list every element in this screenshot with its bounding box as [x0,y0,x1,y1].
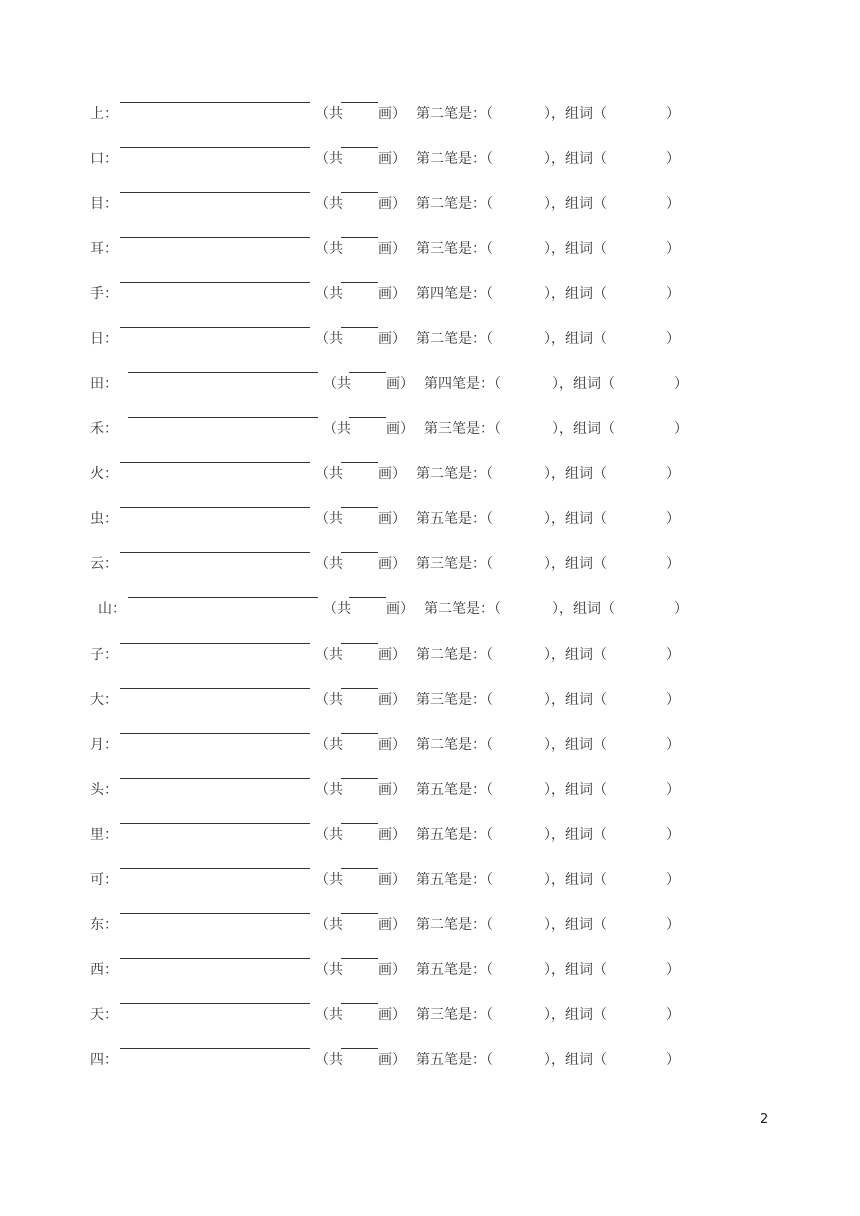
stroke-count-blank[interactable] [341,688,378,689]
character: 西 [90,962,104,978]
stroke-count-blank[interactable] [341,913,378,914]
character: 火 [90,466,104,482]
stroke-count-suffix: 画） [378,196,406,212]
stroke-ordinal: 第二 [416,466,444,482]
stroke-count-suffix: 画） [378,106,406,122]
stroke-order-blank[interactable] [120,958,310,959]
character: 东 [90,917,104,933]
stroke-ordinal: 第二 [416,331,444,347]
stroke-ordinal: 第二 [424,601,452,617]
stroke-count-prefix: （共 [315,872,343,888]
stroke-count-suffix: 画） [378,827,406,843]
word-close-paren: ） [666,737,680,753]
stroke-count-prefix: （共 [315,917,343,933]
colon: ： [104,151,118,167]
stroke-order-blank[interactable] [120,327,310,328]
exercise-row [0,597,860,621]
stroke-count-suffix: 画） [378,1007,406,1023]
colon: ： [104,872,118,888]
colon: ： [104,647,118,663]
stroke-question: 笔是：（ [444,827,493,843]
exercise-row [0,778,860,802]
stroke-count-suffix: 画） [386,376,414,392]
word-prompt: ），组词（ [544,962,607,978]
word-prompt: ），组词（ [552,601,615,617]
word-prompt: ），组词（ [552,421,615,437]
stroke-count-blank[interactable] [341,1003,378,1004]
stroke-count-blank[interactable] [341,733,378,734]
stroke-count-blank[interactable] [341,462,378,463]
word-prompt: ），组词（ [544,1007,607,1023]
page-number: 2 [760,1112,769,1127]
stroke-ordinal: 第二 [416,647,444,663]
stroke-count-suffix: 画） [378,466,406,482]
word-close-paren: ） [674,376,688,392]
stroke-order-blank[interactable] [120,282,310,283]
stroke-ordinal: 第五 [416,827,444,843]
colon: ： [104,106,118,122]
stroke-count-blank[interactable] [341,282,378,283]
nth-stroke-label [416,643,493,667]
stroke-count-suffix: 画） [378,331,406,347]
stroke-count-blank[interactable] [341,237,378,238]
word-close-paren: ） [666,331,680,347]
nth-stroke-label [416,237,493,261]
character: 禾 [90,421,104,437]
stroke-count-blank[interactable] [349,372,386,373]
stroke-count-prefix: （共 [315,647,343,663]
stroke-question: 笔是：（ [444,647,493,663]
word-close-paren: ） [666,1052,680,1068]
character-label [90,372,128,396]
colon: ： [104,556,118,572]
stroke-order-blank[interactable] [120,643,310,644]
stroke-count-suffix: 画） [378,872,406,888]
exercise-row [0,958,860,982]
character: 手 [90,286,104,302]
character-label [90,958,118,982]
word-prompt: ），组词（ [544,106,607,122]
exercise-row [0,913,860,937]
stroke-count-suffix: 画） [378,737,406,753]
character-label [90,507,118,531]
stroke-ordinal: 第五 [416,872,444,888]
stroke-count-prefix: （共 [315,962,343,978]
stroke-order-blank[interactable] [128,597,318,598]
stroke-ordinal: 第三 [416,692,444,708]
word-prompt: ），组词（ [552,376,615,392]
stroke-ordinal: 第二 [416,917,444,933]
exercise-row [0,462,860,486]
character: 上 [90,106,104,122]
word-prompt: ），组词（ [544,737,607,753]
word-close-paren: ） [666,872,680,888]
word-prompt: ），组词（ [544,827,607,843]
stroke-count-prefix: （共 [315,241,343,257]
colon: ： [104,827,118,843]
word-prompt: ），组词（ [544,466,607,482]
character: 口 [90,151,104,167]
stroke-order-blank[interactable] [120,688,310,689]
stroke-ordinal: 第三 [416,1007,444,1023]
character: 耳 [90,241,104,257]
character: 四 [90,1052,104,1068]
stroke-order-blank[interactable] [120,237,310,238]
character: 天 [90,1007,104,1023]
colon: ： [104,511,118,527]
nth-stroke-label [416,778,493,802]
stroke-count-blank[interactable] [341,507,378,508]
word-prompt: ），组词（ [544,692,607,708]
stroke-question: 笔是：（ [444,241,493,257]
stroke-order-blank[interactable] [128,417,318,418]
stroke-count-suffix: 画） [378,511,406,527]
colon: ： [104,286,118,302]
word-close-paren: ） [674,421,688,437]
character: 虫 [90,511,104,527]
colon: ： [104,1007,118,1023]
colon: ： [104,737,118,753]
word-prompt: ），组词（ [544,151,607,167]
colon: ： [104,466,118,482]
stroke-question: 笔是：（ [444,466,493,482]
nth-stroke-label [416,958,493,982]
stroke-count-blank[interactable] [341,1048,378,1049]
character: 子 [90,647,104,663]
word-close-paren: ） [666,1007,680,1023]
stroke-order-blank[interactable] [128,372,318,373]
stroke-order-blank[interactable] [120,733,310,734]
nth-stroke-label [416,1003,493,1027]
stroke-count-suffix: 画） [378,692,406,708]
stroke-count-prefix: （共 [315,737,343,753]
character-label [90,417,128,441]
word-prompt: ），组词（ [544,872,607,888]
stroke-ordinal: 第五 [416,782,444,798]
character-label [90,237,118,261]
stroke-ordinal: 第四 [416,286,444,302]
exercise-row [0,733,860,757]
stroke-count-prefix: （共 [323,421,351,437]
word-close-paren: ） [674,601,688,617]
stroke-question: 笔是：（ [452,421,501,437]
colon: ： [104,421,118,437]
exercise-row [0,868,860,892]
stroke-order-blank[interactable] [120,823,310,824]
stroke-question: 笔是：（ [444,917,493,933]
stroke-count-prefix: （共 [315,511,343,527]
character-label [90,552,118,576]
word-prompt: ），组词（ [544,241,607,257]
stroke-order-blank[interactable] [120,1003,310,1004]
stroke-count-blank[interactable] [341,327,378,328]
stroke-question: 笔是：（ [444,737,493,753]
nth-stroke-label [416,327,493,351]
colon: ： [112,601,126,617]
word-close-paren: ） [666,106,680,122]
word-close-paren: ） [666,241,680,257]
stroke-ordinal: 第三 [416,556,444,572]
word-prompt: ），组词（ [544,511,607,527]
nth-stroke-label [416,102,493,126]
character: 山 [98,601,112,617]
character-label [90,192,118,216]
character-label [90,823,118,847]
stroke-question: 笔是：（ [444,1007,493,1023]
stroke-order-blank[interactable] [120,778,310,779]
nth-stroke-label [416,552,493,576]
colon: ： [104,196,118,212]
nth-stroke-label [416,507,493,531]
stroke-ordinal: 第五 [416,511,444,527]
word-close-paren: ） [666,151,680,167]
exercise-row [0,417,860,441]
stroke-order-blank[interactable] [120,507,310,508]
character-label [90,327,118,351]
stroke-count-prefix: （共 [323,601,351,617]
character: 大 [90,692,104,708]
nth-stroke-label [416,147,493,171]
word-prompt: ），组词（ [544,1052,607,1068]
colon: ： [104,692,118,708]
exercise-row [0,282,860,306]
word-close-paren: ） [666,692,680,708]
stroke-count-prefix: （共 [315,827,343,843]
character: 里 [90,827,104,843]
stroke-count-blank[interactable] [341,147,378,148]
character: 头 [90,782,104,798]
character-label [90,462,118,486]
stroke-count-suffix: 画） [378,556,406,572]
stroke-order-blank[interactable] [120,552,310,553]
stroke-count-suffix: 画） [386,601,414,617]
stroke-count-blank[interactable] [349,417,386,418]
exercise-row [0,192,860,216]
character-label [90,1048,118,1072]
stroke-count-prefix: （共 [315,106,343,122]
stroke-ordinal: 第二 [416,196,444,212]
colon: ： [104,962,118,978]
stroke-count-prefix: （共 [315,556,343,572]
stroke-count-prefix: （共 [315,151,343,167]
stroke-count-prefix: （共 [315,286,343,302]
character: 云 [90,556,104,572]
character-label [90,778,118,802]
stroke-order-blank[interactable] [120,192,310,193]
word-prompt: ），组词（ [544,331,607,347]
character: 目 [90,196,104,212]
stroke-ordinal: 第四 [424,376,452,392]
stroke-order-blank[interactable] [120,462,310,463]
exercise-row [0,688,860,712]
stroke-count-suffix: 画） [378,782,406,798]
stroke-question: 笔是：（ [444,556,493,572]
stroke-question: 笔是：（ [444,962,493,978]
character-label [90,913,118,937]
stroke-count-suffix: 画） [378,647,406,663]
character-label [90,733,118,757]
stroke-question: 笔是：（ [452,376,501,392]
character: 日 [90,331,104,347]
stroke-question: 笔是：（ [452,601,501,617]
word-prompt: ），组词（ [544,556,607,572]
character-label [90,688,118,712]
colon: ： [104,331,118,347]
stroke-count-suffix: 画） [378,917,406,933]
stroke-question: 笔是：（ [444,511,493,527]
stroke-question: 笔是：（ [444,1052,493,1068]
word-close-paren: ） [666,917,680,933]
stroke-order-blank[interactable] [120,102,310,103]
colon: ： [104,376,118,392]
stroke-count-blank[interactable] [341,868,378,869]
nth-stroke-label [424,417,501,441]
word-prompt: ），组词（ [544,917,607,933]
nth-stroke-label [424,372,501,396]
stroke-count-suffix: 画） [378,1052,406,1068]
character-label [90,282,118,306]
stroke-count-blank[interactable] [341,823,378,824]
word-close-paren: ） [666,782,680,798]
stroke-ordinal: 第五 [416,962,444,978]
stroke-count-prefix: （共 [315,1007,343,1023]
stroke-count-suffix: 画） [378,151,406,167]
word-close-paren: ） [666,286,680,302]
colon: ： [104,1052,118,1068]
nth-stroke-label [416,733,493,757]
stroke-count-blank[interactable] [341,102,378,103]
nth-stroke-label [416,688,493,712]
stroke-question: 笔是：（ [444,872,493,888]
nth-stroke-label [416,868,493,892]
word-close-paren: ） [666,556,680,572]
stroke-ordinal: 第二 [416,737,444,753]
character-label [90,102,118,126]
nth-stroke-label [416,192,493,216]
exercise-row [0,1048,860,1072]
stroke-count-prefix: （共 [315,331,343,347]
nth-stroke-label [416,282,493,306]
word-close-paren: ） [666,511,680,527]
stroke-question: 笔是：（ [444,692,493,708]
nth-stroke-label [416,462,493,486]
stroke-count-blank[interactable] [341,643,378,644]
nth-stroke-label [416,823,493,847]
word-prompt: ），组词（ [544,286,607,302]
stroke-ordinal: 第二 [416,151,444,167]
nth-stroke-label [424,597,501,621]
stroke-count-blank[interactable] [341,552,378,553]
stroke-count-suffix: 画） [378,241,406,257]
stroke-question: 笔是：（ [444,196,493,212]
character-label [90,147,118,171]
stroke-count-blank[interactable] [349,597,386,598]
stroke-count-suffix: 画） [378,286,406,302]
exercise-row [0,237,860,261]
word-close-paren: ） [666,466,680,482]
stroke-order-blank[interactable] [120,913,310,914]
stroke-ordinal: 第三 [416,241,444,257]
nth-stroke-label [416,913,493,937]
exercise-row [0,147,860,171]
stroke-question: 笔是：（ [444,331,493,347]
exercise-row [0,327,860,351]
character-label [98,597,136,621]
nth-stroke-label [416,1048,493,1072]
stroke-question: 笔是：（ [444,151,493,167]
colon: ： [104,782,118,798]
stroke-question: 笔是：（ [444,286,493,302]
character-label [90,643,118,667]
word-prompt: ），组词（ [544,196,607,212]
word-close-paren: ） [666,196,680,212]
stroke-ordinal: 第三 [424,421,452,437]
word-close-paren: ） [666,647,680,663]
stroke-question: 笔是：（ [444,782,493,798]
character: 月 [90,737,104,753]
character: 田 [90,376,104,392]
colon: ： [104,917,118,933]
exercise-row [0,1003,860,1027]
character: 可 [90,872,104,888]
stroke-count-prefix: （共 [315,1052,343,1068]
colon: ： [104,241,118,257]
stroke-count-blank[interactable] [341,958,378,959]
stroke-count-prefix: （共 [315,692,343,708]
character-label [90,868,118,892]
exercise-row [0,102,860,126]
word-prompt: ），组词（ [544,647,607,663]
stroke-question: 笔是：（ [444,106,493,122]
exercise-row [0,552,860,576]
stroke-count-suffix: 画） [386,421,414,437]
stroke-order-blank[interactable] [120,1048,310,1049]
exercise-row [0,372,860,396]
word-close-paren: ） [666,827,680,843]
stroke-order-blank[interactable] [120,868,310,869]
word-prompt: ），组词（ [544,782,607,798]
word-close-paren: ） [666,962,680,978]
exercise-row [0,643,860,667]
stroke-ordinal: 第二 [416,106,444,122]
stroke-count-prefix: （共 [315,782,343,798]
stroke-count-prefix: （共 [315,196,343,212]
stroke-count-blank[interactable] [341,192,378,193]
stroke-count-prefix: （共 [323,376,351,392]
stroke-order-blank[interactable] [120,147,310,148]
stroke-count-blank[interactable] [341,778,378,779]
stroke-count-suffix: 画） [378,962,406,978]
character-label [90,1003,118,1027]
exercise-row [0,823,860,847]
stroke-count-prefix: （共 [315,466,343,482]
stroke-ordinal: 第五 [416,1052,444,1068]
exercise-row [0,507,860,531]
